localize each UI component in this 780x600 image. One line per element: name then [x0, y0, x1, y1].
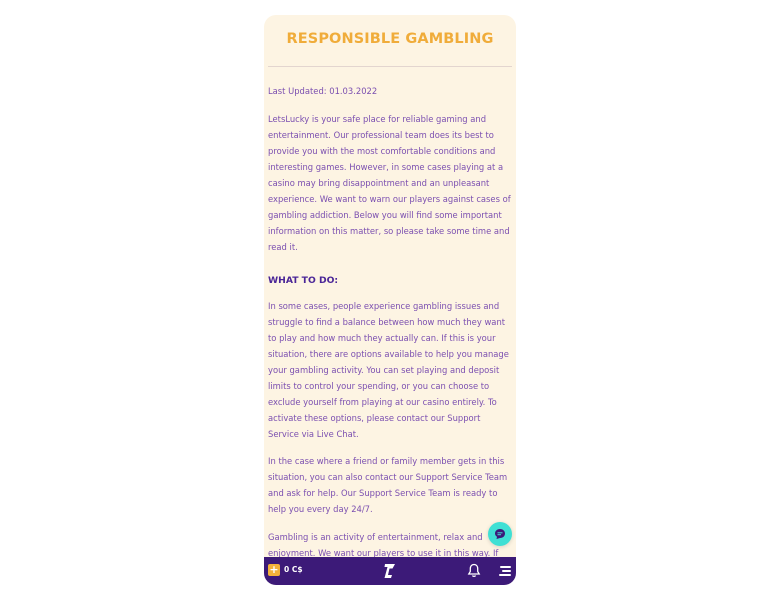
plus-icon[interactable]: + — [269, 563, 279, 576]
section-heading: WHAT TO DO: — [268, 275, 339, 286]
live-chat-button[interactable] — [488, 522, 512, 546]
bottom-navigation-bar — [264, 557, 516, 585]
mobile-frame — [264, 15, 516, 585]
intro-paragraph: LetsLucky is your safe place for reliable gaming and entertainment. Our professional team does its best to provide you with the most comfortable conditions and interesting games. However, in some cases playing at a casino may bring disappointment and an unpleasant experience. We want to warn our players against cases of gambling addiction. Below you will find some important information on this matter, so please take some time and read it. — [268, 114, 511, 252]
menu-icon[interactable] — [498, 564, 512, 578]
page-title: RESPONSIBLE GAMBLING — [286, 31, 494, 47]
chat-bubble-icon — [494, 528, 506, 540]
title-divider — [268, 66, 512, 67]
last-updated-text: Last Updated: 01.03.2022 — [268, 86, 378, 96]
friend-family-paragraph: In the case where a friend or family member gets in this situation, you can also contact our Support Service Team and ask for help. Our Support Service Team is ready to help you every day 24/7. — [268, 456, 508, 514]
what-to-do-paragraph: In some cases, people experience gambling issues and struggle to find a balance between how much they want to play and how much they actually can. If this is your situation, there are options available to help you manage your gambling activity. You can set playing and deposit limits to control your spending, or you can choose to exclude yourself from playing at our casino entirely. To activate these options, please contact our Support Service via Live Chat. — [268, 301, 509, 439]
responsible-gambling-content — [264, 15, 516, 557]
balance-display[interactable]: 0 C$ — [284, 565, 303, 574]
entertainment-paragraph: Gambling is an activity of entertainment, relax and enjoyment. We want our players to use it in this way. If — [268, 532, 499, 557]
logo-icon[interactable] — [383, 563, 397, 579]
bell-icon[interactable] — [467, 563, 481, 578]
